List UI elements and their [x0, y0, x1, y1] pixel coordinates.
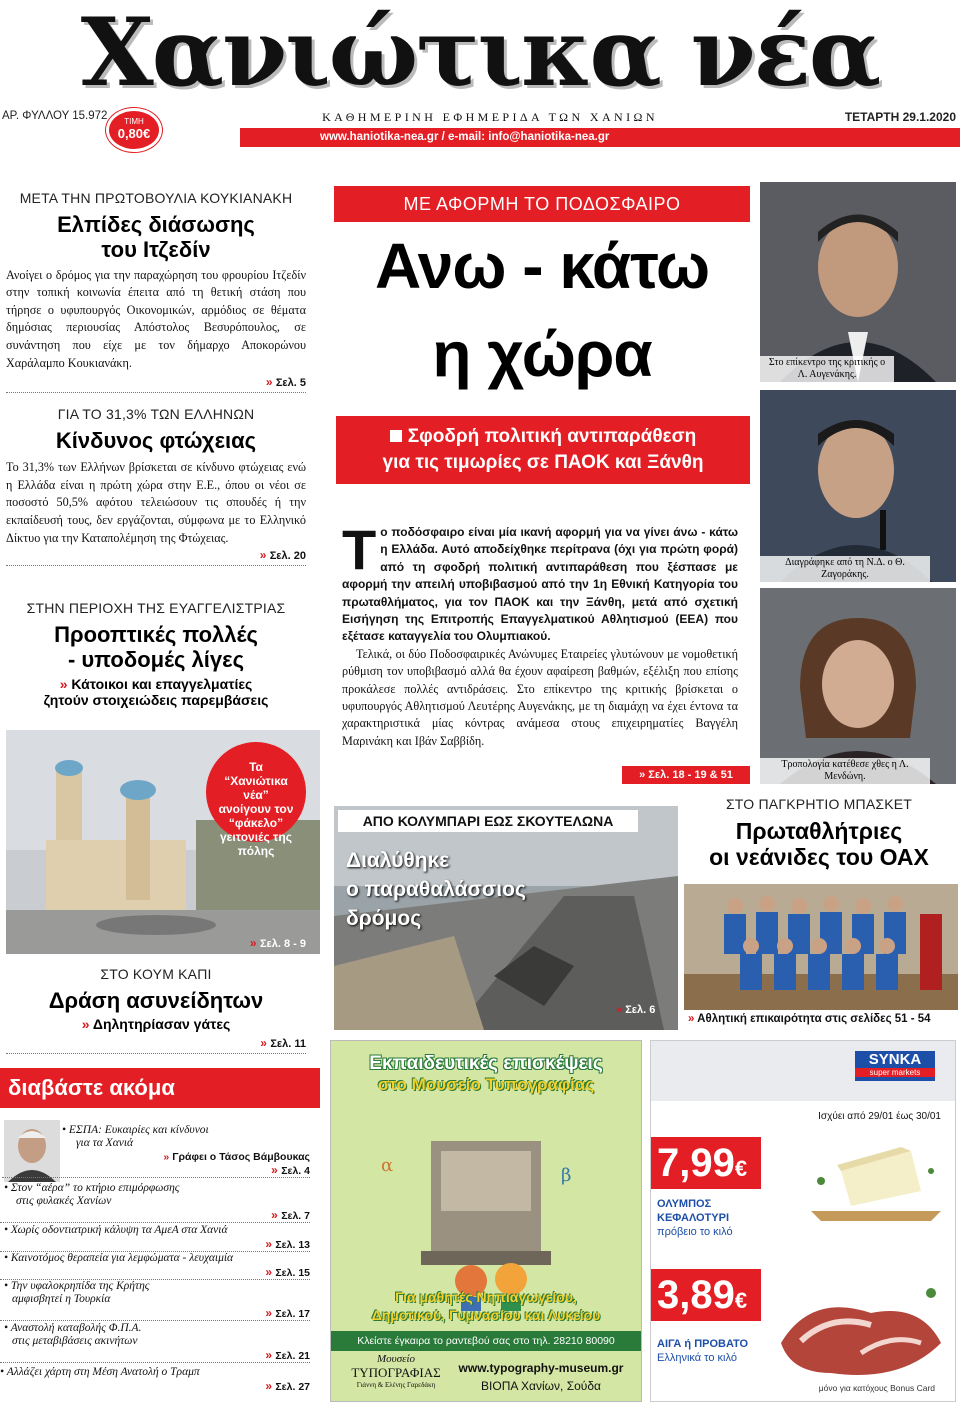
museum-ad-phone: Κλείστε έγκαιρα το ραντεβού σας στο τηλ. 28210 80090: [357, 1335, 615, 1347]
basket-headline-line1: Πρωταθλήτριες: [735, 818, 903, 844]
headline-line1: Ελπίδες διάσωσης: [57, 212, 255, 237]
item-1-line3: πρόβειο το κιλό: [657, 1226, 733, 1238]
lead-body-normal: Τελικά, οι δύο Ποδοσφαιρικές Ανώνυμες Εταιρείες γλυτώνουν με νομοθετική ρύθμιση τον υποβιβασμό αλλά θα έχουν αφαίρεση βαθμών, εξέλιξη που επίσης προκάλεσε πολλές αντιδράσεις. Στο επίκεντρο της κριτικής βρίσκεται ο υφυπουργός Αθλητισμού Λευτέρης Αυγενάκης, με τη διαμάχη να έχει έντονα τα χαρακτηριστικά μίας κόντρας ανάμεσα στους επιχειρηματίες Βαγγέλη Μαρινάκη και Ιβάν Σαββίδη.: [342, 646, 738, 748]
callout-bubble: [206, 742, 306, 858]
headline-line1: Προοπτικές πολλές: [54, 622, 258, 647]
list-item[interactable]: [0, 1366, 310, 1394]
museum-ad-phone-bar: [331, 1331, 641, 1351]
dropcap: Τ: [342, 518, 377, 581]
museum-ad-heading1: Εκπαιδευτικές επισκέψεις: [369, 1053, 603, 1074]
basket-ref[interactable]: » Αθλητική επικαιρότητα στις σελίδες 51 - 54: [688, 1013, 931, 1025]
headline-line2: του Ιτζεδίν: [101, 237, 211, 263]
synka-logo: [855, 1051, 935, 1081]
museum-logo-line3: Γιάννη & Ελένης Γαρεδάκη: [356, 1381, 436, 1389]
article-body: Ανοίγει ο δρόμος για την παραχώρηση του φρουρίου Ιτζεδίν στην τοπική κοινωνία έπειτα από τη θετική στάση που τήρησε ο υφυπουργός Οικονομικών, αρμόδιος σε θέματα δημόσιας περιουσίας Απόστολος Βεσυρόπουλος, σε συνάντηση που είχε με τον δήμαρχο Αποκορώνου Χαράλαμπο Κουκιανάκη.: [6, 267, 306, 370]
synka-brand-sub: super markets: [855, 1068, 935, 1077]
item-line1: • Την υφαλοκρηπίδα της Κρήτης: [4, 1280, 150, 1292]
headline: Δράση ασυνείδητων: [48, 988, 264, 1013]
page-ref-text: Σελ. 20: [269, 550, 306, 563]
item-line1: • Χωρίς οδοντιατρική κάλυψη τα ΑμεΑ στα Χανιά: [4, 1224, 228, 1236]
kicker: ΣΤΗΝ ΠΕΡΙΟΧΗ ΤΗΣ ΕΥΑΓΓΕΛΙΣΤΡΙΑΣ: [26, 600, 286, 616]
subhead-text: Δηλητηρίασαν γάτες: [92, 1016, 231, 1033]
coast-page-ref-text: Σελ. 6: [625, 1004, 656, 1016]
lead-headline-line1: Ανω - κάτω: [374, 230, 710, 302]
subhead: » Κάτοικοι και επαγγελματίες: [59, 675, 253, 692]
item-ref: » Σελ. 27: [265, 1379, 310, 1393]
list-item[interactable]: [0, 1322, 310, 1366]
portrait-zagorakis: [760, 390, 956, 582]
headline: Κίνδυνος φτώχειας: [55, 428, 257, 453]
article-koum-kapi[interactable]: [6, 966, 306, 1054]
portrait-avgenakis: [760, 182, 956, 382]
article-poverty[interactable]: [6, 406, 306, 566]
list-item[interactable]: [0, 1182, 310, 1224]
article-itzedin[interactable]: [6, 190, 306, 393]
item-line2: για τα Χανιά: [76, 1137, 134, 1149]
item-ref: » Σελ. 15: [0, 1265, 310, 1280]
price-badge-1: [651, 1137, 761, 1189]
price-1: 7,99: [657, 1141, 735, 1185]
page-ref[interactable]: » Σελ. 8 - 9: [249, 936, 306, 950]
item-line1: • Καινοτόμος θεραπεία για λεμφώματα - λευχαιμία: [4, 1252, 234, 1264]
lead-headline-line2: η χώρα: [432, 318, 652, 390]
masthead-title: Χανιώτικα νέα: [80, 0, 880, 108]
synka-validity: Ισχύει από 29/01 έως 30/01: [818, 1111, 941, 1122]
subhead-line1: Κάτοικοι και επαγγελματίες: [71, 675, 253, 692]
coast-kicker: ΑΠΟ ΚΟΛΥΜΠΑΡΙ ΕΩΣ ΣΚΟΥΤΕΛΩΝΑ: [362, 813, 614, 829]
lead-body-bold: ο ποδόσφαιρο είναι μία ικανή αφορμή για να γίνει άνω - κάτω η Ελλάδα. Αυτό αποδείχθηκε περίτρανα (όχι για πρώτη φορά) από τη σφοδρή πολιτική αντιπαράθεση που ξέσπασε με αφορμή την απειλή υποβιβασμού από την 1η Εθνική Κατηγορία του πρωταθλήματος, για τον ΠΑΟΚ και την Ξάνθη, μετά από σχετική Εισήγηση της Επιτροπής Επαγγελματικού Αθλητισμού (ΕΕΑ) που εξέτασε καταγγελία του Ολυμπιακού.: [342, 525, 738, 644]
item-ref: » Σελ. 13: [0, 1237, 310, 1252]
item-line1: • ΕΣΠΑ: Ευκαιρίες και κίνδυνοι: [62, 1124, 209, 1136]
kicker: ΓΙΑ ΤΟ 31,3% ΤΩΝ ΕΛΛΗΝΩΝ: [57, 406, 255, 422]
museum-ad-address: ΒΙΟΠΑ Χανίων, Σούδα: [481, 1379, 601, 1393]
issue-number: ΑΡ. ΦΥΛΛΟΥ 15.972: [2, 110, 108, 122]
museum-logo-line2: ΤΥΠΟΓΡΑΦΙΑΣ: [351, 1365, 441, 1380]
museum-ad[interactable]: [330, 1040, 642, 1402]
subhead-line2: ζητούν στοιχειώδεις παρεμβάσεις: [43, 691, 269, 708]
lead-page-ref-text: Σελ. 18 - 19 & 51: [648, 769, 733, 781]
page-ref[interactable]: » Σελ. 5: [6, 375, 306, 393]
list-item[interactable]: [0, 1252, 310, 1280]
article-basket[interactable]: [684, 796, 954, 871]
list-item[interactable]: [0, 1124, 310, 1182]
museum-ad-audience2: Δημοτικού, Γυμνασίου και Λυκείου: [371, 1307, 601, 1323]
svg-text:β: β: [561, 1165, 572, 1186]
synka-ad[interactable]: [650, 1040, 956, 1402]
item-line1: • Αναστολή καταβολής Φ.Π.Α.: [4, 1322, 142, 1334]
printing-press-illustration: [361, 1111, 611, 1311]
list-item[interactable]: [0, 1280, 310, 1322]
lead-subhead-text1: Σφοδρή πολιτική αντιπαράθεση: [407, 426, 697, 447]
item-byline: » Γράφει ο Τάσος Βάμβουκας: [163, 1151, 310, 1163]
coast-headline-line3: δρόμος: [346, 907, 422, 930]
svg-text:α: α: [381, 1155, 394, 1176]
item-byline-text: Γράφει ο Τάσος Βάμβουκας: [172, 1151, 310, 1163]
item-ref: » Σελ. 7: [0, 1208, 310, 1223]
price-badge: [106, 108, 162, 152]
price-value: 0,80€: [117, 126, 151, 141]
headline-line2: - υποδομές λίγες: [67, 647, 245, 673]
basket-ref-text: Αθλητική επικαιρότητα στις σελίδες 51 - 54: [697, 1013, 931, 1025]
basket-headline-line2: οι νεάνιδες του ΟΑΧ: [709, 844, 929, 871]
page-ref[interactable]: » Σελ. 11: [6, 1036, 306, 1054]
item-1-line1: ΟΛΥΜΠΟΣ: [657, 1198, 712, 1210]
caption-avgenakis: Στο επίκεντρο της κριτικής ο Λ. Αυγενάκης.: [760, 356, 894, 382]
item-line1: • Στον “αέρα” το κτήριο επιμόρφωσης: [4, 1182, 180, 1194]
price-badge-2: [651, 1269, 761, 1321]
price-1-unit: €: [734, 1156, 748, 1181]
article-evangelistria[interactable]: [6, 600, 306, 708]
caption-mendoni: Τροπολογία κατέθεσε χθες η Λ. Μενδώνη.: [760, 758, 930, 784]
item-ref: » Σελ. 17: [0, 1306, 310, 1321]
page-ref-text: Σελ. 8 - 9: [259, 938, 306, 950]
subhead: » Δηλητηρίασαν γάτες: [81, 1016, 231, 1033]
tagline: ΚΑΘΗΜΕΡΙΝΗ ΕΦΗΜΕΡΙΔΑ ΤΩΝ ΧΑΝΙΩΝ: [322, 110, 658, 124]
item-2-line2: Ελληνικά το κιλό: [657, 1352, 737, 1364]
museum-logo: [341, 1353, 451, 1389]
callout-text: Τα “Χανιώτικα νέα” ανοίγουν τον “φάκελο” γειτονιές της πόλης: [218, 760, 294, 858]
item-2-line1: ΑΙΓΑ ή ΠΡΟΒΑΤΟ: [657, 1338, 749, 1350]
item-2: [657, 1337, 748, 1365]
museum-ad-web[interactable]: www.typography-museum.gr: [458, 1361, 624, 1375]
museum-ad-audience1: Για μαθητές Νηπιαγωγείου,: [395, 1289, 577, 1305]
coast-kicker-bar: [338, 810, 638, 832]
item-line2: αμφισβητεί η Τουρκία: [12, 1293, 111, 1305]
item-ref: » Σελ. 21: [0, 1348, 310, 1363]
item-1-line2: ΚΕΦΑΛΟΤΥΡΙ: [657, 1212, 730, 1224]
cheese-illustration: [801, 1121, 951, 1231]
lead-kicker-bar: [334, 186, 750, 222]
lead-page-ref[interactable]: » Σελ. 18 - 19 & 51: [622, 766, 750, 784]
lead-subhead-line1: [336, 424, 750, 450]
coast-headline: [346, 846, 526, 933]
synka-footnote: μόνο για κατόχους Bonus Card: [818, 1383, 935, 1393]
item-line1: • Αλλάζει χάρτη στη Μέση Ανατολή ο Τραμπ: [0, 1366, 200, 1378]
lead-body: [342, 518, 738, 750]
item-ref-text: Σελ. 15: [275, 1267, 310, 1279]
item-ref-text: Σελ. 27: [275, 1381, 310, 1393]
lead-subhead-line2: για τις τιμωρίες σε ΠΑΟΚ και Ξάνθη: [382, 452, 704, 473]
basket-kicker: ΣΤΟ ΠΑΓΚΡΗΤΙΟ ΜΠΑΣΚΕΤ: [725, 796, 913, 812]
page-ref-text: Σελ. 5: [275, 377, 306, 390]
item-line2: στις μεταβιβάσεις ακινήτων: [12, 1335, 138, 1347]
read-more-title: διαβάστε ακόμα: [8, 1075, 175, 1100]
item-ref: » Σελ. 4: [2, 1163, 310, 1178]
coast-headline-line2: ο παραθαλάσσιος: [346, 878, 526, 901]
price-2: 3,89: [657, 1273, 735, 1317]
coast-headline-line1: Διαλύθηκε: [346, 849, 450, 872]
item-1: [657, 1197, 733, 1239]
basket-team-photo: [684, 884, 958, 1010]
coast-page-ref[interactable]: » Σελ. 6: [616, 1004, 656, 1016]
item-ref-text: Σελ. 7: [281, 1210, 310, 1222]
museum-logo-line1: Μουσείο: [376, 1353, 416, 1365]
meat-illustration: [771, 1263, 951, 1393]
kicker: ΜΕΤΑ ΤΗΝ ΠΡΩΤΟΒΟΥΛΙΑ ΚΟΥΚΙΑΝΑΚΗ: [19, 190, 293, 206]
price-label: ΤΙΜΗ: [124, 117, 144, 126]
item-ref-text: Σελ. 4: [281, 1165, 310, 1177]
lead-kicker: ΜΕ ΑΦΟΡΜΗ ΤΟ ΠΟΔΟΣΦΑΙΡΟ: [403, 194, 681, 214]
article-body: Το 31,3% των Ελλήνων βρίσκεται σε κίνδυνο φτώχειας ενώ η Ελλάδα είναι η πρώτη χώρα στην Ε.Ε., όπου οι νέοι σε ποσοστό 50,5% αφότου τελειώσουν τις σπουδές ή την εκπαίδευσή τους, δεν εργάζονται, σύμφωνα με το Ελληνικό Δίκτυο για την Καταπολέμηση της Φτώχειας.: [6, 460, 306, 545]
item-line2: στις φυλακές Χανίων: [16, 1195, 112, 1207]
kicker: ΣΤΟ ΚΟΥΜ ΚΑΠΙ: [100, 966, 212, 982]
read-more-list: [0, 1124, 310, 1394]
lead-subhead-box: [336, 416, 750, 484]
caption-zagorakis: Διαγράφηκε από τη Ν.Δ. ο Θ. Ζαγοράκης.: [760, 556, 930, 582]
web-strip: [240, 128, 960, 147]
list-item[interactable]: [0, 1224, 310, 1252]
read-more-header: [0, 1068, 320, 1108]
web-email-link[interactable]: www.haniotika-nea.gr / e-mail: info@haniotika-nea.gr: [320, 131, 610, 143]
museum-ad-heading2: στο Μουσείο Τυπογραφίας: [377, 1075, 595, 1094]
item-ref-text: Σελ. 17: [275, 1308, 310, 1320]
masthead: [0, 0, 960, 150]
synka-brand: SYNKA: [868, 1051, 922, 1068]
item-ref-text: Σελ. 13: [275, 1239, 310, 1251]
page-ref-text: Σελ. 11: [270, 1038, 306, 1051]
page-ref[interactable]: » Σελ. 20: [6, 548, 306, 566]
price-2-unit: €: [734, 1288, 748, 1313]
issue-date: ΤΕΤΑΡΤΗ 29.1.2020: [844, 110, 956, 124]
portrait-mendoni: [760, 588, 956, 784]
item-ref-text: Σελ. 21: [275, 1350, 310, 1362]
